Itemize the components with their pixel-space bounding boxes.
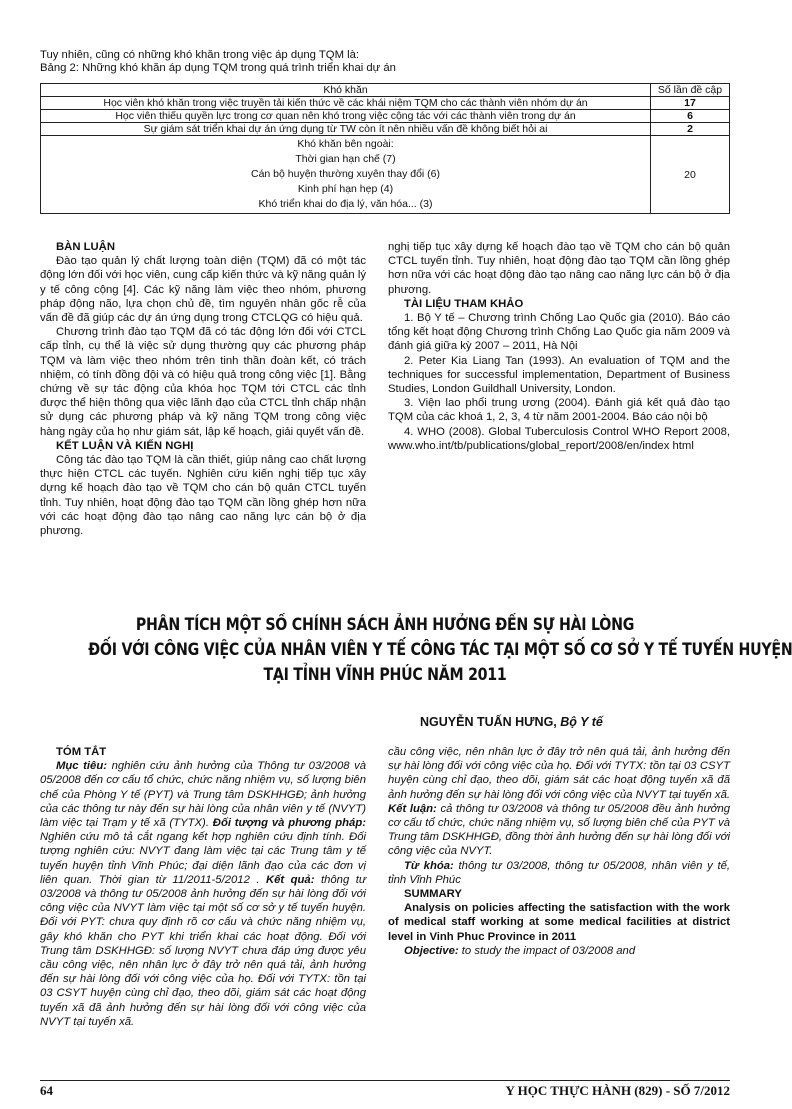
author-affiliation: Bộ Y tế: [560, 715, 603, 729]
keywords-text: thông tư 03/2008, thông tư 05/2008, nhân viên y tế, tỉnh Vĩnh Phúc: [388, 859, 731, 886]
table-row: [41, 97, 730, 110]
external-line: Kinh phí hạn hẹp (4): [297, 183, 394, 195]
row-text: Sự giám sát triển khai dự án ứng dụng từ TW còn ít nên nhiều vấn đề không biết hỏi ai: [41, 123, 651, 136]
reference-item: 1. Bộ Y tế – Chương trình Chống Lao Quốc gia (2010). Báo cáo tổng kết hoạt động Chương trình Chống Lao Quốc gia năm 2009 và đánh giá giữa kỳ 2007 – 2011, Hà Nội: [388, 312, 730, 353]
reference-item: 3. Viện lao phổi trung ương (2004). Đánh giá kết quả đào tạo TQM của các khoá 1, 2, 3, 4 từ năm 2001-2004. Báo cáo nội bộ: [388, 397, 730, 424]
external-count: 20: [651, 136, 730, 214]
objective-label: Mục tiêu:: [56, 760, 107, 773]
en-objective-text: to study the impact of 03/2008 and: [461, 944, 636, 957]
subjects-text: Nghiên cứu mô tả cắt ngang kết hợp nghiên cứu định tính. Đối tượng nghiên cứu: NVYT đang làm việc tại các Trung tâm y tế tuyến huyện tỉnh Vĩnh Phúc; đại diện lãnh đạo của các đơn vị liên quan. Thời gian từ 11/2011-5/2012 .: [40, 831, 366, 886]
keywords-label: Từ khóa:: [404, 859, 454, 872]
author-name: NGUYỄN TUẤN HƯNG,: [420, 715, 557, 729]
external-line: Cán bộ huyện thường xuyên thay đổi (6): [250, 168, 441, 180]
conclusion-label: Kết luận:: [388, 802, 437, 815]
results-label: Kết quả:: [265, 873, 315, 886]
results-text: thông tư 03/2008 và thông tư 05/2008 ảnh hưởng đến sự hài lòng đối với công việc của NVYT làm việc tại một số cơ sở y tế tuyến huyện. Đối với PYT: chưa quy định rõ cơ cấu và chức năng nhiệm vụ, gây khó khăn cho PYT khi triển khai các hoạt động. Đối với Trung tâm DSKHHGĐ: số lượng NVYT chưa đáp ứng được yêu cầu công việc, nên nhân lực ở đây trở nên quá tải, ảnh hưởng đến sự hài lòng đối với công việc của họ. Đối với TYTX: tồn tại 03 CSYT huyện cùng chỉ đạo, theo dõi, giám sát các hoạt động tuyến xã đã ảnh hưởng đến sự hài lòng đối với công việc của NVYT tại tuyến xã.: [40, 873, 367, 1028]
discussion-paragraph: Đào tạo quản lý chất lượng toàn diện (TQM) đã có một tác động lớn đối với học viên, cung cấp kiến thức và kỹ năng quản lý y tế công cộng [4]. Các kỹ năng làm việc theo nhóm, phương pháp động não, lựa chọn chủ đề, tìm nguyên nhân gốc rễ của vấn đề đã giúp các dự án ứng dụng trong CTCLQG có hiệu quả.: [40, 255, 366, 325]
en-objective-label: Objective:: [404, 944, 459, 957]
row-text: Học viên khó khăn trong việc truyền tải kiến thức về các khái niệm TQM cho các thành viên nhóm dự án: [41, 97, 651, 110]
external-difficulties: [41, 136, 651, 214]
row-count: 2: [651, 123, 730, 136]
external-line: Khó triển khai do địa lý, văn hóa... (3): [258, 198, 433, 210]
intro-line: Tuy nhiên, cũng có những khó khăn trong việc áp dụng TQM là:: [40, 49, 360, 61]
intro-block: [40, 49, 730, 75]
references-heading: TÀI LIỆU THAM KHẢO: [404, 297, 524, 310]
abstract-heading: TÓM TẮT: [56, 746, 107, 758]
title-line: ĐỐI VỚI CÔNG VIỆC CỦA NHÂN VIÊN Y TẾ CÔNG TÁC TẠI MỘT SỐ CƠ SỞ Y TẾ TUYẾN HUYỆN: [88, 640, 792, 659]
subjects-label: Đối tượng và phương pháp:: [212, 817, 367, 830]
difficulties-table: [40, 83, 730, 214]
title-line: TẠI TỈNH VĨNH PHÚC NĂM 2011: [263, 665, 507, 684]
results-continued: cầu công việc, nên nhân lực ở đây trở nên quá tải, ảnh hưởng đến sự hài lòng đối với công việc của họ. Đối với TYTX: tồn tại 03 CSYT huyện cùng chỉ đạo, theo dõi, giám sát các hoạt động tuyến xã đã ảnh hưởng đến sự hài lòng đối với công việc của NVYT tại tuyến xã. Kết luận: cả thông tư 03/2008 và thông tư 05/2008 đều ảnh hưởng cơ cấu tổ chức, chức năng nhiệm vụ, số lượng biên chế của PYT và Trung tâm DSKHHGĐ, đồng thời ảnh hưởng đến sự hài lòng đối với công việc của NVYT.: [388, 746, 731, 858]
abstract-paragraph: [40, 759, 366, 1029]
keywords-paragraph: [388, 859, 730, 887]
article-title: [88, 612, 792, 687]
summary-heading: SUMMARY: [404, 888, 462, 901]
row-text: Học viên thiếu quyền lực trong cơ quan nên khó trong việc cộng tác với các thành viên trong dự án: [41, 110, 651, 123]
table-row-external: [41, 136, 730, 214]
discussion-paragraph: Chương trình đào tạo TQM đã có tác động lớn đối với CTCL cấp tỉnh, cụ thể là việc sử dụng thường quy các phương pháp TQM và làm việc theo nhóm trên tinh thần đoàn kết, có trách nhiệm, có tính đồng đội và có hiệu quả trong công việc [1]. Bằng chứng về sự tác động của khóa học TQM tới CTCL các tỉnh được thể hiện thông qua việc lãnh đạo của CTCL tỉnh chấp nhận sử dụng các phương pháp và kỹ năng TQM trong công việc hàng ngày của họ như giám sát, lập kế hoạch, giải quyết vấn đề.: [40, 326, 366, 438]
header-count: Số lần đề cập: [651, 84, 730, 97]
footer-rule: [40, 1080, 730, 1081]
conclusion-continued: nghị tiếp tục xây dựng kế hoạch đào tạo về TQM cho cán bộ quản CTCL tuyến tỉnh. Tuy nhiên, hoạt động đào tạo TQM cần lồng ghép hơn nữa với các hoạt động đào tạo nâng cao năng lực cán bộ ở địa phương.: [388, 241, 730, 296]
row-count: 17: [651, 97, 730, 110]
header-difficulty: Khó khăn: [41, 84, 651, 97]
english-objective: [388, 944, 730, 958]
conclusion-text: cả thông tư 03/2008 và thông tư 05/2008 đều ảnh hưởng cơ cấu tổ chức, chức năng nhiệm vụ, số lượng biên chế của PYT và Trung tâm DSKHHGĐ, đồng thời ảnh hưởng đến sự hài lòng đối với công việc của NVYT.: [388, 802, 731, 858]
conclusion-heading: KẾT LUẬN VÀ KIẾN NGHỊ: [56, 439, 194, 452]
external-line: Thời gian hạn chế (7): [295, 153, 396, 165]
row-count: 6: [651, 110, 730, 123]
abstract-column: [40, 745, 366, 1029]
conclusion-paragraph: Công tác đào tạo TQM là cần thiết, giúp nâng cao chất lượng thực hiện CTCL các tuyến. Nghiên cứu kiến nghị tiếp tục xây dựng kế hoạch đào tạo về TQM cho cán bộ quản CTCL tuyến tỉnh. Tuy nhiên, hoạt động đào tạo TQM cần lồng ghép hơn nữa với các hoạt động đào tạo nâng cao năng lực cán bộ ở địa phương.: [40, 454, 366, 538]
table-header-row: [41, 84, 730, 97]
discussion-heading: BÀN LUẬN: [56, 241, 115, 253]
table-row: [41, 123, 730, 136]
table-row: [41, 110, 730, 123]
english-title: Analysis on policies affecting the satisfaction with the work of medical staff working at some medical facilities at district level in Vinh Phuc Province in 2011: [388, 902, 730, 943]
table-caption: Bảng 2: Những khó khăn áp dụng TQM trong quá trình triển khai dự án: [40, 62, 396, 74]
reference-item: 2. Peter Kia Liang Tan (1993). An evaluation of TQM and the techniques for successful implementation, Department of Business Studies, London Guildhall University, London.: [388, 354, 730, 396]
reference-item: 4. WHO (2008). Global Tuberculosis Control WHO Report 2008, www.who.int/tb/publications/global_report/2008/en/index html: [388, 425, 730, 452]
title-line: PHÂN TÍCH MỘT SỐ CHÍNH SÁCH ẢNH HƯỞNG ĐẾN SỰ HÀI LÒNG: [135, 615, 635, 634]
right-column-top: [388, 240, 730, 453]
abstract-column-right: [388, 745, 730, 958]
external-line: Khó khăn bên ngoài:: [297, 138, 394, 150]
journal-name: Y HỌC THỰC HÀNH (829) - SỐ 7/2012: [505, 1083, 730, 1098]
objective-text: nghiên cứu ảnh hưởng của Thông tư 03/2008 và 05/2008 đến cơ cấu tổ chức, chức năng nhiệm vụ, số lượng biên chế của Phòng Y tế (PYT) và Trung tâm DSKHHGĐ; ảnh hưởng của các thông tư này đến sự hài lòng của nhân viên y tế (NVYT) làm việc tại Trạm y tế xã (TYTX).: [40, 760, 366, 830]
left-column-top: [40, 240, 366, 538]
author-line: [420, 715, 603, 729]
page-number: 64: [40, 1083, 53, 1098]
